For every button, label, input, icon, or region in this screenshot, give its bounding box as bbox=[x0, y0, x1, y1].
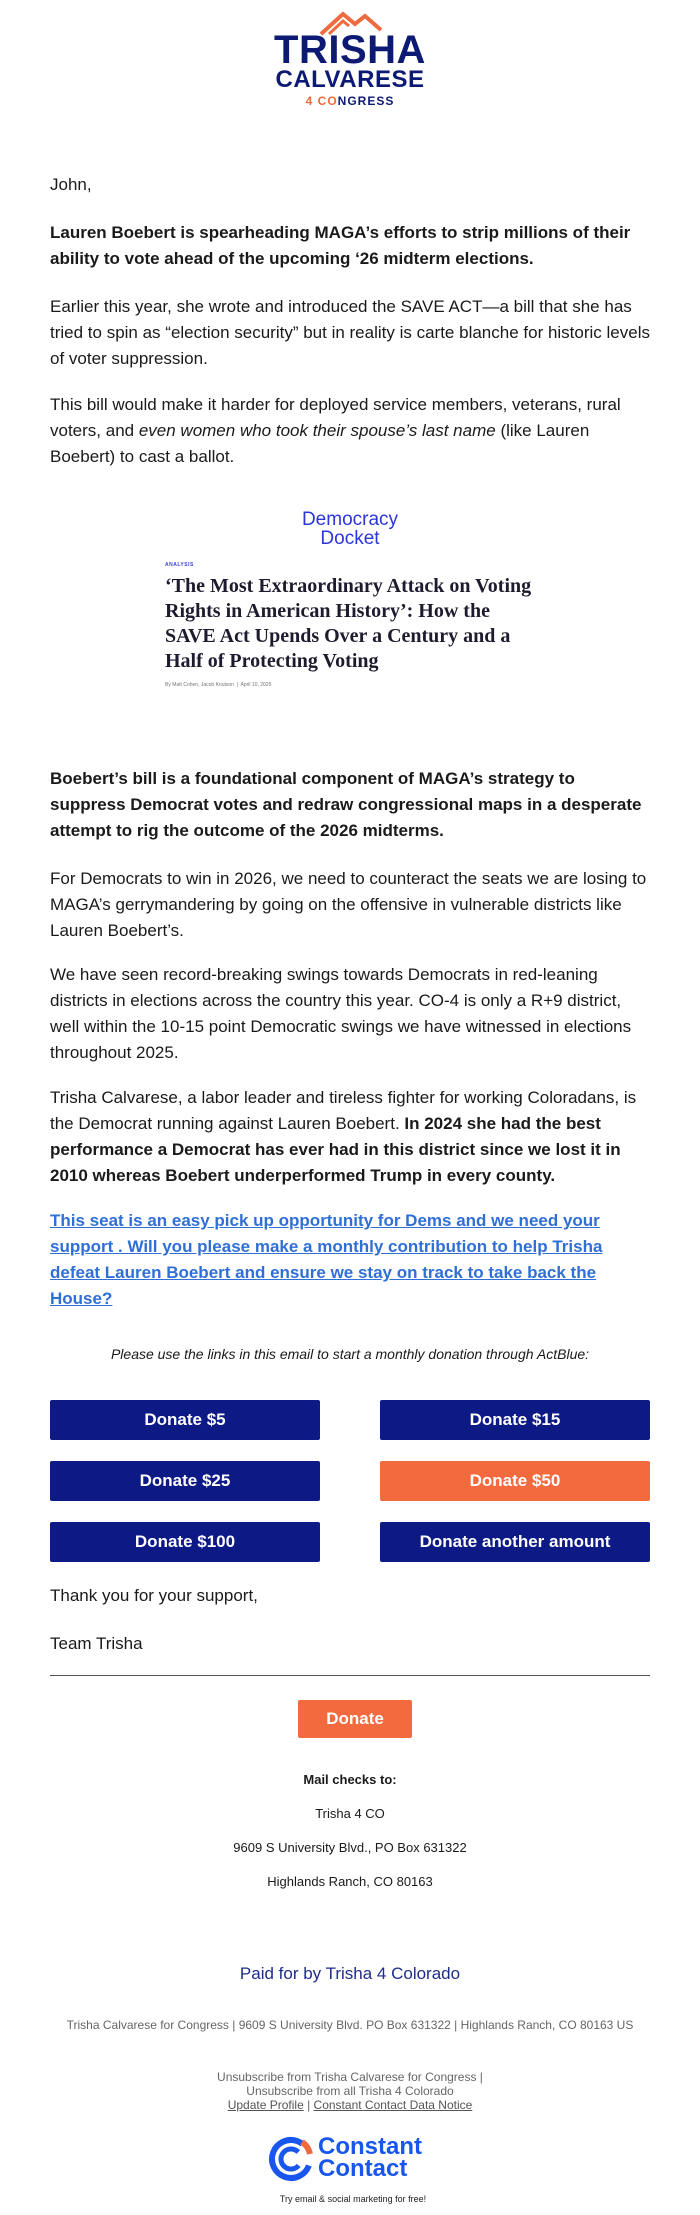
data-notice-link[interactable]: Constant Contact Data Notice bbox=[313, 2098, 473, 2112]
constant-contact-icon bbox=[268, 2136, 314, 2182]
logo-line-1: TRISHA bbox=[274, 28, 426, 72]
donate-5-button[interactable]: Donate $5 bbox=[50, 1400, 320, 1440]
cta-paragraph bbox=[50, 1208, 650, 1312]
paragraph-1: Lauren Boebert is spearheading MAGA’s efforts to strip millions of their ability to vote ahead of the upcoming ‘26 midterm elections. bbox=[50, 223, 631, 268]
donate-100-button[interactable]: Donate $100 bbox=[50, 1522, 320, 1562]
donate-15-button[interactable]: Donate $15 bbox=[380, 1400, 650, 1440]
cta-link[interactable]: This seat is an easy pick up opportunity for Dems and we need your support . Will you please make a monthly contribution to help Trisha defeat Lauren Boebert and ensure we stay on track to take back the House? bbox=[50, 1211, 603, 1308]
logo-line-2: CALVARESE bbox=[275, 66, 425, 93]
trisha-logo bbox=[0, 8, 700, 120]
mail-line-1: Trisha 4 CO bbox=[315, 1806, 385, 1821]
actblue-note: Please use the links in this email to start a monthly donation through ActBlue: bbox=[110, 1346, 590, 1362]
paragraph-4: Boebert’s bill is a foundational component of MAGA’s strategy to suppress Democrat votes and redraw congressional maps in a desperate attempt to rig the outcome of the 2026 midterms. bbox=[50, 769, 642, 840]
unsubscribe-campaign-link[interactable]: Unsubscribe from Trisha Calvarese for Congress | bbox=[217, 2070, 483, 2084]
footer-address: Trisha Calvarese for Congress | 9609 S University Blvd. PO Box 631322 | Highlands Ranch, CO 80163 US bbox=[66, 2018, 634, 2032]
signoff-text: Team Trisha bbox=[50, 1634, 143, 1653]
footer-links: Unsubscribe from Trisha Calvarese for Congress | Unsubscribe from all Trisha 4 Colorado Update Profile | Constant Contact Data Notice bbox=[217, 2070, 483, 2112]
thanks-text: Thank you for your support, bbox=[50, 1586, 258, 1605]
article-title: ‘The Most Extraordinary Attack on Voting Rights in American History’: How the SAVE Act Upends Over a Century and a Half of Protecting Voting bbox=[165, 575, 532, 672]
article-meta: By Matt Cohen, Jacob Knutson | April 10, 2025 bbox=[165, 682, 272, 688]
paid-for-disclaimer: Paid for by Trisha 4 Colorado bbox=[239, 1964, 461, 1983]
article-card[interactable] bbox=[165, 510, 535, 688]
donate-other-button[interactable]: Donate another amount bbox=[380, 1522, 650, 1562]
paragraph-5: For Democrats to win in 2026, we need to counteract the seats we are losing to MAGA’s gerrymandering by going on the offensive in vulnerable districts like Lauren Boebert’s. bbox=[50, 869, 647, 940]
greeting: John, bbox=[50, 175, 92, 194]
constant-contact-tagline: Try email & social marketing for free! bbox=[279, 2194, 427, 2204]
unsubscribe-all-link[interactable]: Unsubscribe from all Trisha 4 Colorado bbox=[246, 2084, 454, 2098]
update-profile-link[interactable]: Update Profile bbox=[227, 2098, 304, 2112]
divider bbox=[50, 1675, 650, 1676]
donate-25-button[interactable]: Donate $25 bbox=[50, 1461, 320, 1501]
mail-line-3: Highlands Ranch, CO 80163 bbox=[267, 1874, 433, 1889]
paragraph-3: This bill would make it harder for deployed service members, veterans, rural voters, and even women who took their spouse’s last name (like Lauren Boebert) to cast a ballot. bbox=[50, 395, 621, 466]
paragraph-2: Earlier this year, she wrote and introduced the SAVE ACT—a bill that she has tried to spin as “election security” but in reality is carte blanche for historic levels of voter suppression. bbox=[50, 297, 650, 368]
constant-contact-name: Constant Contact bbox=[318, 2133, 422, 2182]
donate-50-button[interactable]: Donate $50 bbox=[380, 1461, 650, 1501]
logo-line-3: 4 CONGRESS bbox=[305, 94, 395, 108]
paragraph-6: We have seen record-breaking swings towards Democrats in red-leaning districts in elections across the country this year. CO-4 is only a R+9 district, well within the 10-15 point Democratic swings we have witnessed in elections throughout 2025. bbox=[50, 965, 632, 1062]
paragraph-7: Trisha Calvarese, a labor leader and tireless fighter for working Coloradans, is the Democrat running against Lauren Boebert. In 2024 she had the best performance a Democrat has ever had in this district since we lost it in 2010 whereas Boebert underperformed Trump in every county. bbox=[50, 1088, 637, 1185]
mail-line-2: 9609 S University Blvd., PO Box 631322 bbox=[233, 1840, 467, 1855]
mail-heading: Mail checks to: bbox=[303, 1772, 397, 1787]
democracy-docket-logo: Democracy Docket bbox=[301, 509, 399, 549]
donate-button[interactable]: Donate bbox=[298, 1700, 412, 1738]
article-tag: ANALYSIS bbox=[165, 562, 194, 568]
